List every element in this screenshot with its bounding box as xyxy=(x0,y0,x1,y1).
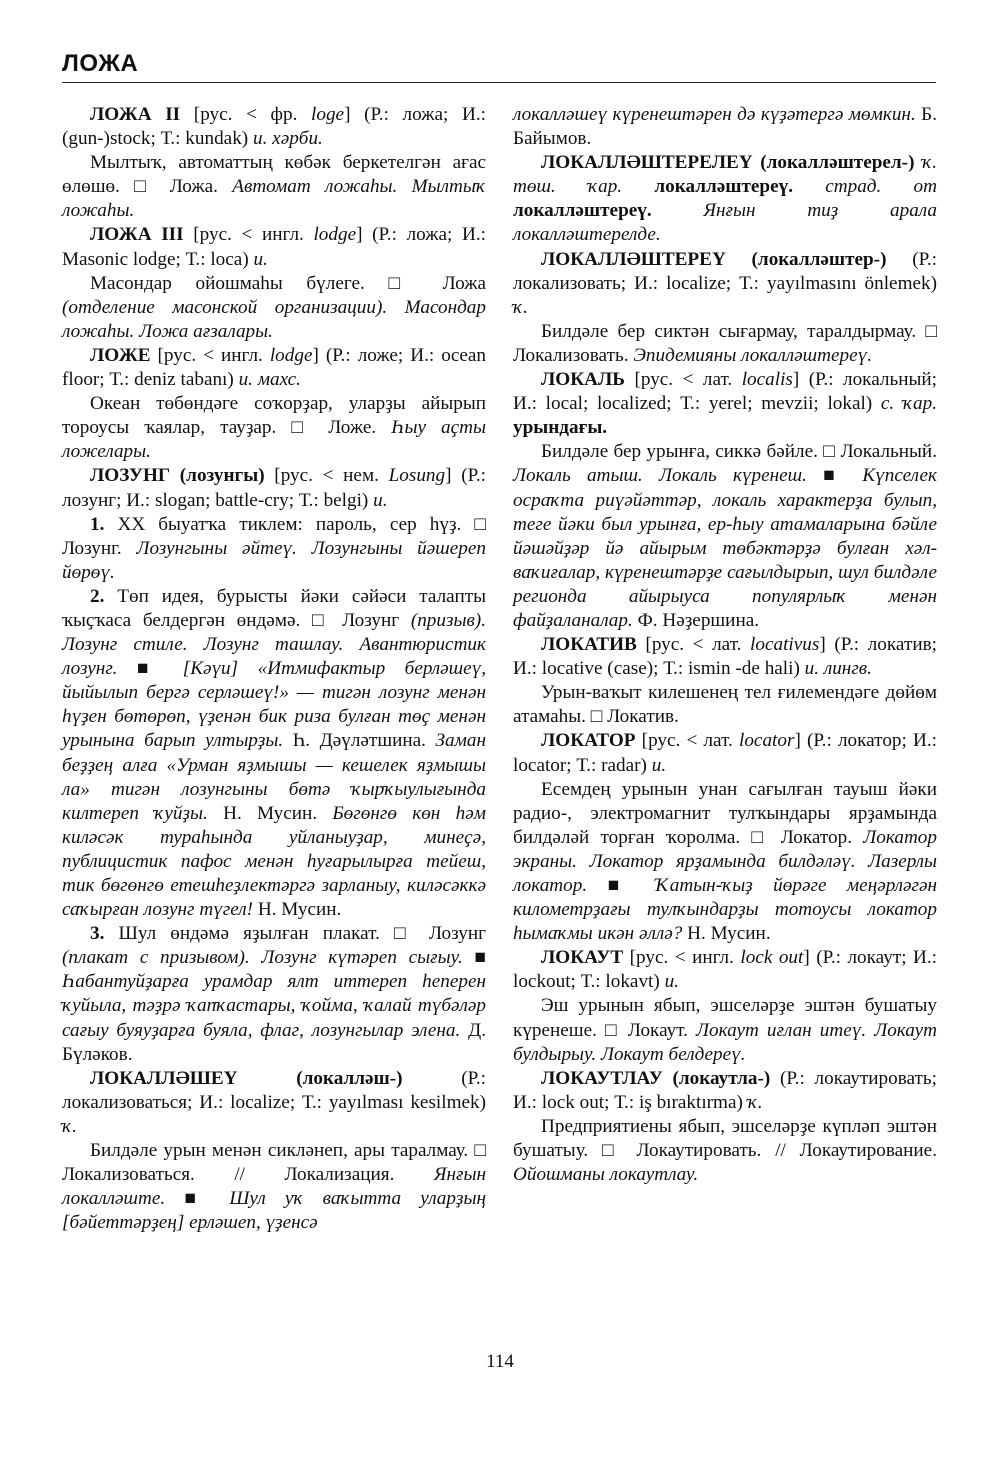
body-text: XX быуатҡа тиклем: пароль, сер һүҙ. □ Лозунг. xyxy=(62,513,486,559)
body-text: Мылтыҡ, автоматтың көбәк беркетелгән ағас өлөшө. □ Ложа. xyxy=(62,152,486,198)
italic-text: и. xyxy=(253,248,268,270)
italic-text: ҡ. xyxy=(513,296,528,318)
italic-text: и. махс. xyxy=(238,369,301,391)
dictionary-paragraph xyxy=(513,946,937,994)
italic-text: и. хәрби. xyxy=(252,128,323,150)
body-text: [рус. < нем. xyxy=(264,465,389,487)
headword: ЛОЖА II xyxy=(90,104,181,125)
headword: 1. xyxy=(90,513,105,535)
body-text: ■ xyxy=(806,465,863,487)
dictionary-paragraph xyxy=(62,922,486,1067)
body-text: Билдәле бер сиктән сығармау, таралдырмау. □ Локализовать. xyxy=(513,320,937,366)
headword: ЛОКАТОР xyxy=(541,730,636,752)
dictionary-paragraph xyxy=(513,633,937,681)
body-text: Эш урынын ябып, эшселәрҙе эштән бушатыу күренеше. □ Локаут. xyxy=(513,995,937,1041)
dictionary-paragraph xyxy=(513,368,937,440)
italic-text: Һыу аҫты ложелары. xyxy=(62,417,486,463)
italic-text: Локатор экраны. Локатор ярҙамында билдәләү. Лазерлы локатор. xyxy=(513,826,937,896)
body-text: [рус. < лат. xyxy=(636,634,751,656)
body-text: ] (Р.: локатив; И.: locative (case); Т.: ismin -de hali) xyxy=(513,634,937,680)
italic-text: Автомат ложаһы. Мылтыҡ ложаһы. xyxy=(62,176,486,222)
italic-text: (отделение масонской организации). Масондар ложаһы. Ложа ағзалары. xyxy=(62,296,486,342)
italic-text: Шул уҡ ваҡытта уларҙың [бәйеттәрҙең] ерләшеп, үҙенсә xyxy=(62,1188,486,1234)
italic-text: Янғын тиҙ арала локалләштерелде. xyxy=(513,200,937,246)
headword: 2. xyxy=(90,585,105,607)
italic-text: Лозунгыны әйтеү. Лозунгыны йәшереп йөрөү. xyxy=(62,537,486,583)
italic-text: Заман беҙҙең алға «Урман яҙмышы — кешелек яҙмышы ла» тигән лозунгыны бөтә ҡырҡыулығында килтереп ҡуйҙы. xyxy=(62,730,486,824)
body-text: Билдәле бер урынға, сиккә бәйле. □ Локальный. xyxy=(541,441,937,463)
body-text: ] (Р.: локальный; И.: local; localized; Т.: yerel; mevzii; lokal) xyxy=(513,369,937,415)
italic-text: lodge xyxy=(313,224,357,246)
dictionary-paragraph xyxy=(513,1115,937,1187)
body-text: Масондар ойошмаһы бүлеге. □ Ложа xyxy=(90,272,486,294)
italic-text: Ҡатын-ҡыҙ йөрәге меңәрләгән километрҙағы тулҡындарҙы тотоусы локатор һымаҡмы икән әллә? xyxy=(513,875,937,945)
body-text: Предприятиены ябып, эшселәрҙе күпләп эштән бушатыу. □ Локаутировать. // Локаутирование. xyxy=(513,1115,937,1162)
body-text: Есемдең урынын унан сағылған тауыш йәки радио-, электромагнит тулҡындары ярҙамында билдәләй торған ҡоролма. □ Локатор. xyxy=(513,778,937,848)
body-text: ■ xyxy=(462,947,486,969)
italic-text: [Кәүи] «Итмифактыр берләшеү, йыйылып бергә серләшеү!» — тигән лозунг менән һүҙен бөтөрөп, үҙенән бик риза булған төҫ менән урынына барып ултырҙы. xyxy=(62,658,486,752)
body-text: Океан төбөндәге соҡорҙар, уларҙы айырып тороусы ҡаялар, тауҙар. □ Ложе. xyxy=(62,393,486,439)
body-text: Н. Мусин. xyxy=(682,923,771,945)
body-text: ] (Р.: ложе; И.: ocean floor; Т.: deniz tabanı) xyxy=(62,344,486,391)
italic-text: ҡ. төш. ҡар. xyxy=(513,152,938,198)
italic-text: с. ҡар. xyxy=(880,393,937,415)
dictionary-paragraph xyxy=(62,151,486,223)
italic-text: (призыв). Лозунг стиле. Лозунг ташлау. Авантюристик лозунг. xyxy=(62,609,486,680)
italic-text: Эпидемияны локалләштереү. xyxy=(633,344,873,366)
body-text: ] (Р.: локатор; И.: locator; Т.: radar) xyxy=(513,730,937,776)
body-text: ■ xyxy=(587,875,656,896)
headword: ЛОКАУТЛАУ (локаутла-) xyxy=(541,1067,771,1089)
italic-text: localis xyxy=(741,369,793,391)
italic-text: и. xyxy=(664,971,679,993)
body-text: ] (Р.: лозунг; И.: slogan; battle-cry; Т.: belgi) xyxy=(62,465,487,511)
body-text: [рус. < лат. xyxy=(635,730,739,752)
dictionary-paragraph xyxy=(513,729,937,777)
headword: ЛОКАЛЛӘШЕҮ (локалләш-) xyxy=(90,1067,403,1089)
headword: локалләштереү. xyxy=(513,200,652,222)
headword: 3. xyxy=(90,923,105,945)
body-text: Һ. Дәүләтшина. xyxy=(283,730,436,752)
body-text: ■ xyxy=(165,1188,230,1210)
right-column xyxy=(513,103,937,1187)
headword: ЛОКАТИВ xyxy=(541,634,637,656)
body-text: ] (Р.: ложа; И.: Masonic lodge; Т.: loca) xyxy=(62,224,486,270)
italic-text: и. xyxy=(651,754,667,776)
italic-text: Янғын локалләште. xyxy=(62,1164,486,1210)
italic-text: Ойошманы локаутлау. xyxy=(513,1164,699,1186)
italic-text: lodge xyxy=(269,344,313,366)
headword: ЛОКАЛЛӘШТЕРЕҮ (локалләштер-) xyxy=(541,248,887,270)
italic-text: ҡ. xyxy=(747,1091,763,1113)
body-text: Урын-ваҡыт килешенең тел ғилемендәге дөйөм атамаһы. □ Локатив. xyxy=(513,682,937,728)
headword: ЛОКАЛЛӘШТЕРЕЛЕҮ (локалләштерел-) xyxy=(541,152,915,174)
body-text: Ф. Нәҙершина. xyxy=(632,609,760,631)
italic-text: Локаль атыш. Локаль күренеш. xyxy=(513,465,807,487)
body-text xyxy=(622,176,654,197)
italic-text: и. лингв. xyxy=(804,658,872,680)
dictionary-paragraph xyxy=(62,344,486,392)
header-rule xyxy=(62,82,936,83)
dictionary-paragraph xyxy=(62,272,486,344)
dictionary-paragraph xyxy=(62,585,486,922)
italic-text: Һабантуйҙарға урамдар ялт иттереп һеперен ҡуйыла, тәҙрә ҡапҡастары, ҡойма, ҡалай түбәләр сағыу буяуҙарға буяла, флаг, лозунгылар элена. xyxy=(62,971,486,1041)
dictionary-paragraph xyxy=(62,392,486,464)
italic-text: Бөгөнгө көн һәм киләсәк тураһында уйланыуҙар, минеҫә, публицистик пафос менән һуғарылырға тейеш, тик бөгөнгө етешһеҙлектәргә зарланыу, киләсәккә саҡырған лозунг түгел! xyxy=(62,802,486,921)
italic-text: lock out xyxy=(740,947,804,969)
body-text: (Р.: локаутировать; И.: lock out; Т.: iş bıraktırma) xyxy=(513,1067,937,1113)
italic-text: Локаут иғлан итеү. Локаут булдырыу. Локаут белдереү. xyxy=(513,1019,938,1065)
dictionary-paragraph xyxy=(513,1067,937,1115)
body-text: [рус. < ингл. xyxy=(623,947,741,969)
dictionary-paragraph xyxy=(513,151,937,247)
body-text: (Р.: локализовать; И.: localize; Т.: yayılmasını önlemek) xyxy=(513,248,937,294)
dictionary-paragraph xyxy=(62,103,486,151)
body-text: [рус. < фр. xyxy=(180,104,312,125)
headword: урындағы. xyxy=(513,417,608,439)
dictionary-paragraph xyxy=(62,513,486,585)
italic-text: Күпселек осраҡта риүәйәттәр, локаль характерҙа булып, теге йәки был урынға, ер-һыу атамаларына бәйле йәшәйҙәр йә айырым төбәктәрҙә булған хәл-ваҡиғалар, күренештәрҙе сағылдырып, шул билдәле регионда айырыуса популярлыҡ менән файҙаланалар. xyxy=(513,465,937,631)
italic-text: (плакат с призывом). Лозунг күтәреп сығыу. xyxy=(62,947,463,969)
headword: ЛОЗУНГ (лозунгы) xyxy=(90,465,265,487)
continued-paragraph xyxy=(513,103,937,151)
running-head: ЛОЖА xyxy=(62,50,139,77)
body-text: Н. Мусин. xyxy=(253,899,342,921)
body-text: [рус. < лат. xyxy=(624,369,742,391)
body-text xyxy=(914,152,922,173)
dictionary-paragraph xyxy=(513,440,937,633)
body-text: Шул өндәмә яҙылған плакат. □ Лозунг xyxy=(104,923,486,945)
dictionary-paragraph xyxy=(513,320,937,368)
italic-text: locativus xyxy=(750,634,820,656)
body-text xyxy=(793,176,825,197)
italic-text: и. xyxy=(373,489,388,511)
dictionary-paragraph xyxy=(62,1139,486,1235)
headword: ЛОКАЛЬ xyxy=(541,369,625,391)
left-column xyxy=(62,103,486,1235)
body-text: Төп идея, бурысты йәки сәйәси талапты ҡыҫҡаса белдергән өндәмә. □ Лозунг xyxy=(62,585,486,631)
dictionary-paragraph xyxy=(513,681,937,729)
body-text: (Р.: локализоваться; И.: localize; Т.: yayılması kesilmek) xyxy=(62,1067,486,1113)
headword: локалләштереү. xyxy=(654,176,793,198)
dictionary-paragraph xyxy=(62,464,486,512)
page-number: 114 xyxy=(486,1351,514,1372)
body-text: [рус. < ингл. xyxy=(183,224,314,246)
italic-text: Losung xyxy=(388,465,446,487)
headword: ЛОКАУТ xyxy=(541,947,624,969)
body-text: ] (Р.: локаут; И.: lockout; Т.: lokavt) xyxy=(513,947,937,993)
italic-text: locator xyxy=(739,730,795,752)
body-text: ] (Р.: ложа; И.: (gun-)stock; Т.: kundak) xyxy=(62,104,486,150)
dictionary-paragraph xyxy=(513,248,937,320)
body-text: Н. Мусин. xyxy=(207,802,333,824)
dictionary-paragraph xyxy=(513,994,937,1066)
italic-text: loge xyxy=(311,104,345,125)
italic-text: страд. от xyxy=(825,176,938,198)
dictionary-paragraph xyxy=(62,1067,486,1139)
dictionary-paragraph xyxy=(513,778,937,947)
body-text: Б. Байымов. xyxy=(513,104,937,150)
headword: ЛОЖЕ xyxy=(90,344,151,366)
dictionary-paragraph xyxy=(62,223,486,271)
body-text: Билдәле урын менән сикләнеп, ары таралмау. □ Локализоваться. // Локализация. xyxy=(62,1140,486,1186)
italic-text: ҡ. xyxy=(62,1115,77,1137)
body-text: [рус. < ингл. xyxy=(150,344,270,366)
headword: ЛОЖА III xyxy=(90,224,184,246)
body-text: ■ xyxy=(117,658,183,680)
body-text: Д. Бүләков. xyxy=(62,1019,486,1065)
italic-text: локалләшеү күренештәрен дә күҙәтергә мөмкин. xyxy=(513,104,916,125)
body-text xyxy=(652,200,704,221)
